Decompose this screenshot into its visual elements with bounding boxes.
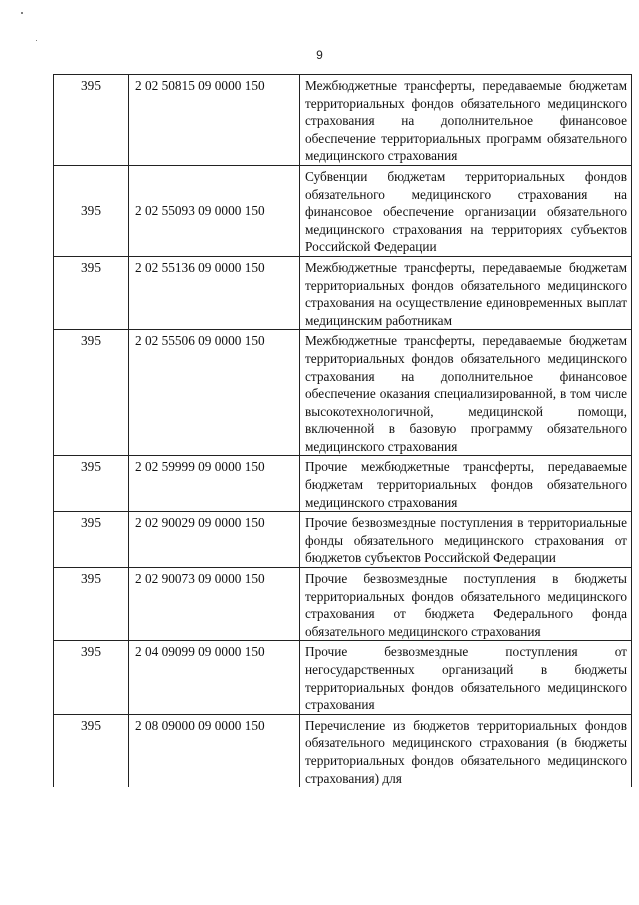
revenue-name-cell: Прочие безвозмездные поступления в бюджеты территориальных фондов обязательного медицинского страхования от бюджета Федерального фонда обязательного медицинского страхования [300, 568, 632, 641]
budget-code-cell: 2 04 09099 09 0000 150 [129, 641, 300, 714]
budget-code-cell: 2 08 09000 09 0000 150 [129, 714, 300, 787]
admin-code-cell: 395 [54, 330, 129, 456]
revenue-name-cell: Перечисление из бюджетов территориальных фондов обязательного медицинского страхования (в бюджеты территориальных фондов обязательного медицинского страхования) для [300, 714, 632, 787]
budget-code-cell: 2 02 90073 09 0000 150 [129, 568, 300, 641]
page-number: 9 [316, 48, 323, 62]
revenue-name-cell: Прочие безвозмездные поступления от негосударственных организаций в бюджеты территориальных фондов обязательного медицинского страхования [300, 641, 632, 714]
revenue-name-cell: Прочие межбюджетные трансферты, передаваемые бюджетам территориальных фондов обязательного медицинского страхования [300, 456, 632, 512]
admin-code-cell: 395 [54, 714, 129, 787]
table-row [54, 456, 632, 512]
scan-speck [36, 40, 37, 41]
revenue-name-cell: Субвенции бюджетам территориальных фондов обязательного медицинского страхования на финансовое обеспечение организации обязательного медицинского страхования на территориях субъектов Российской Федерации [300, 165, 632, 256]
revenue-name-cell: Межбюджетные трансферты, передаваемые бюджетам территориальных фондов обязательного медицинского страхования на осуществление единовременных выплат медицинским работникам [300, 256, 632, 329]
admin-code-cell: 395 [54, 256, 129, 329]
table-row [54, 75, 632, 166]
table-row [54, 568, 632, 641]
admin-code-cell: 395 [54, 568, 129, 641]
revenue-name-cell: Межбюджетные трансферты, передаваемые бюджетам территориальных фондов обязательного медицинского страхования на дополнительное финансовое обеспечение территориальных программ обязательного медицинского страхования [300, 75, 632, 166]
table-row [54, 512, 632, 568]
admin-code-cell: 395 [54, 165, 129, 256]
table-row [54, 330, 632, 456]
revenue-name-cell: Прочие безвозмездные поступления в территориальные фонды обязательного медицинского страхования от бюджетов субъектов Российской Федерации [300, 512, 632, 568]
admin-code-cell: 395 [54, 75, 129, 166]
budget-code-cell: 2 02 90029 09 0000 150 [129, 512, 300, 568]
budget-code-cell: 2 02 55093 09 0000 150 [129, 165, 300, 256]
admin-code-cell: 395 [54, 512, 129, 568]
scan-speck [21, 12, 23, 14]
budget-code-cell: 2 02 55506 09 0000 150 [129, 330, 300, 456]
admin-code-cell: 395 [54, 456, 129, 512]
table-row [54, 714, 632, 787]
table-row [54, 641, 632, 714]
budget-code-cell: 2 02 55136 09 0000 150 [129, 256, 300, 329]
revenue-name-cell: Межбюджетные трансферты, передаваемые бюджетам территориальных фондов обязательного медицинского страхования на дополнительное финансовое обеспечение оказания специализированной, в том числе высокотехнологичной, медицинской помощи, включенной в базовую программу обязательного медицинского страхования [300, 330, 632, 456]
table-row [54, 165, 632, 256]
budget-code-cell: 2 02 50815 09 0000 150 [129, 75, 300, 166]
admin-code-cell: 395 [54, 641, 129, 714]
budget-codes-table [53, 74, 632, 787]
table-row [54, 256, 632, 329]
budget-code-cell: 2 02 59999 09 0000 150 [129, 456, 300, 512]
